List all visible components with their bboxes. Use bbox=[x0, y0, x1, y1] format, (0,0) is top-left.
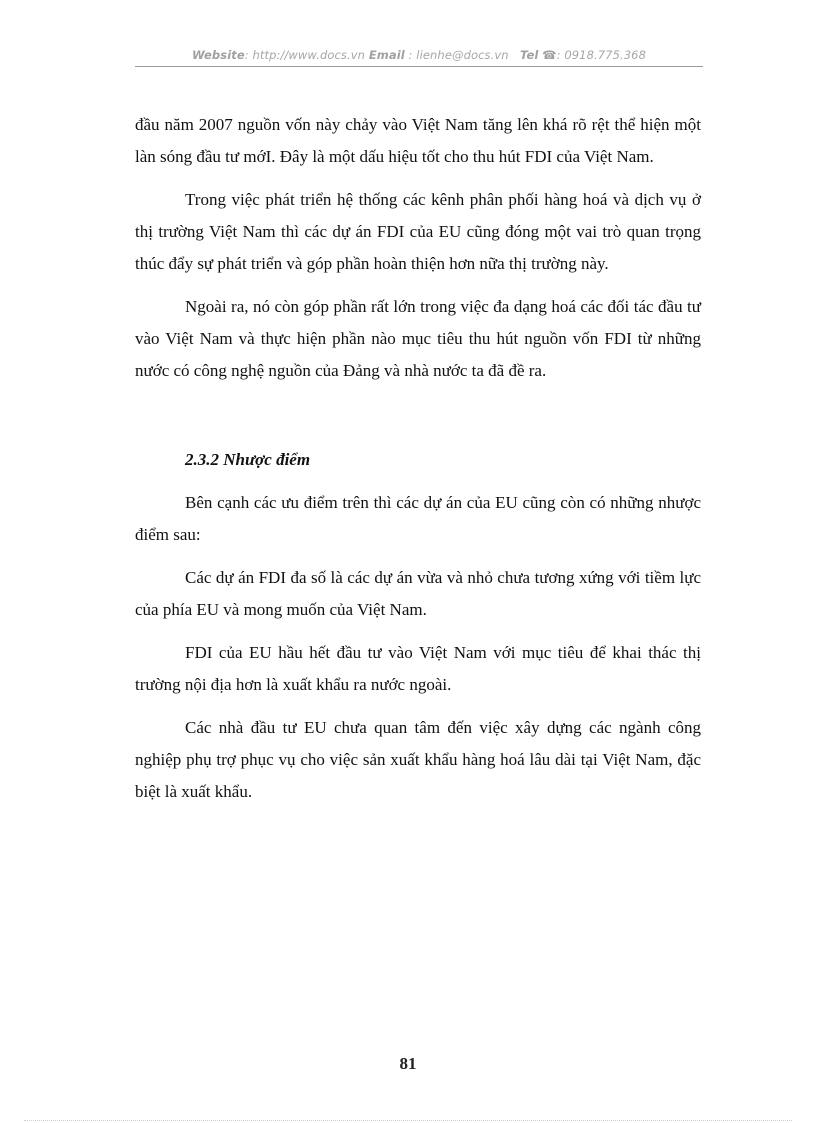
paragraph-1: đầu năm 2007 nguồn vốn này chảy vào Việt Nam tăng lên khá rõ rệt thể hiện một làn sóng đầu tư mớI. Đây là một dấu hiệu tốt cho thu hút FDI của Việt Nam. bbox=[135, 115, 701, 166]
paragraph-6: FDI của EU hầu hết đầu tư vào Việt Nam với mục tiêu để khai thác thị trường nội địa hơn là xuất khẩu ra nước ngoài. bbox=[135, 643, 701, 694]
page-header bbox=[135, 48, 703, 66]
email-value: : lienhe@docs.vn bbox=[404, 48, 509, 62]
tel-value: : 0918.775.368 bbox=[556, 48, 647, 62]
body-text bbox=[135, 109, 701, 808]
paragraph-3: Ngoài ra, nó còn góp phần rất lớn trong việc đa dạng hoá các đối tác đầu tư vào Việt Nam và thực hiện phần nào mục tiêu thu hút nguồn vốn FDI từ những nước có công nghệ nguồn của Đảng và nhà nước ta đã đề ra. bbox=[135, 297, 701, 380]
header-divider bbox=[135, 66, 703, 67]
paragraph-4: Bên cạnh các ưu điểm trên thì các dự án của EU cũng còn có những nhược điểm sau: bbox=[135, 493, 701, 544]
section-heading: 2.3.2 Nhược điểm bbox=[185, 450, 311, 469]
footer-divider bbox=[24, 1120, 792, 1121]
paragraph-5: Các dự án FDI đa số là các dự án vừa và nhỏ chưa tương xứng với tiềm lực của phía EU và mong muốn của Việt Nam. bbox=[135, 568, 701, 619]
paragraph-2: Trong việc phát triển hệ thống các kênh phân phối hàng hoá và dịch vụ ở thị trường Việt Nam thì các dự án FDI của EU cũng đóng một vai trò quan trọng thúc đẩy sự phát triển và góp phần hoàn thiện hơn nữa thị trường này. bbox=[135, 190, 701, 273]
page-number: 81 bbox=[399, 1054, 417, 1073]
website-value: : http://www.docs.vn bbox=[244, 48, 366, 62]
tel-label: Tel bbox=[519, 48, 539, 62]
website-label: Website bbox=[191, 48, 245, 62]
paragraph-7: Các nhà đầu tư EU chưa quan tâm đến việc xây dựng các ngành công nghiệp phụ trợ phục vụ cho việc sản xuất khẩu hàng hoá lâu dài tại Việt Nam, đặc biệt là xuất khẩu. bbox=[135, 718, 701, 801]
email-label: Email bbox=[368, 48, 405, 62]
phone-icon: ☎ bbox=[542, 48, 557, 62]
